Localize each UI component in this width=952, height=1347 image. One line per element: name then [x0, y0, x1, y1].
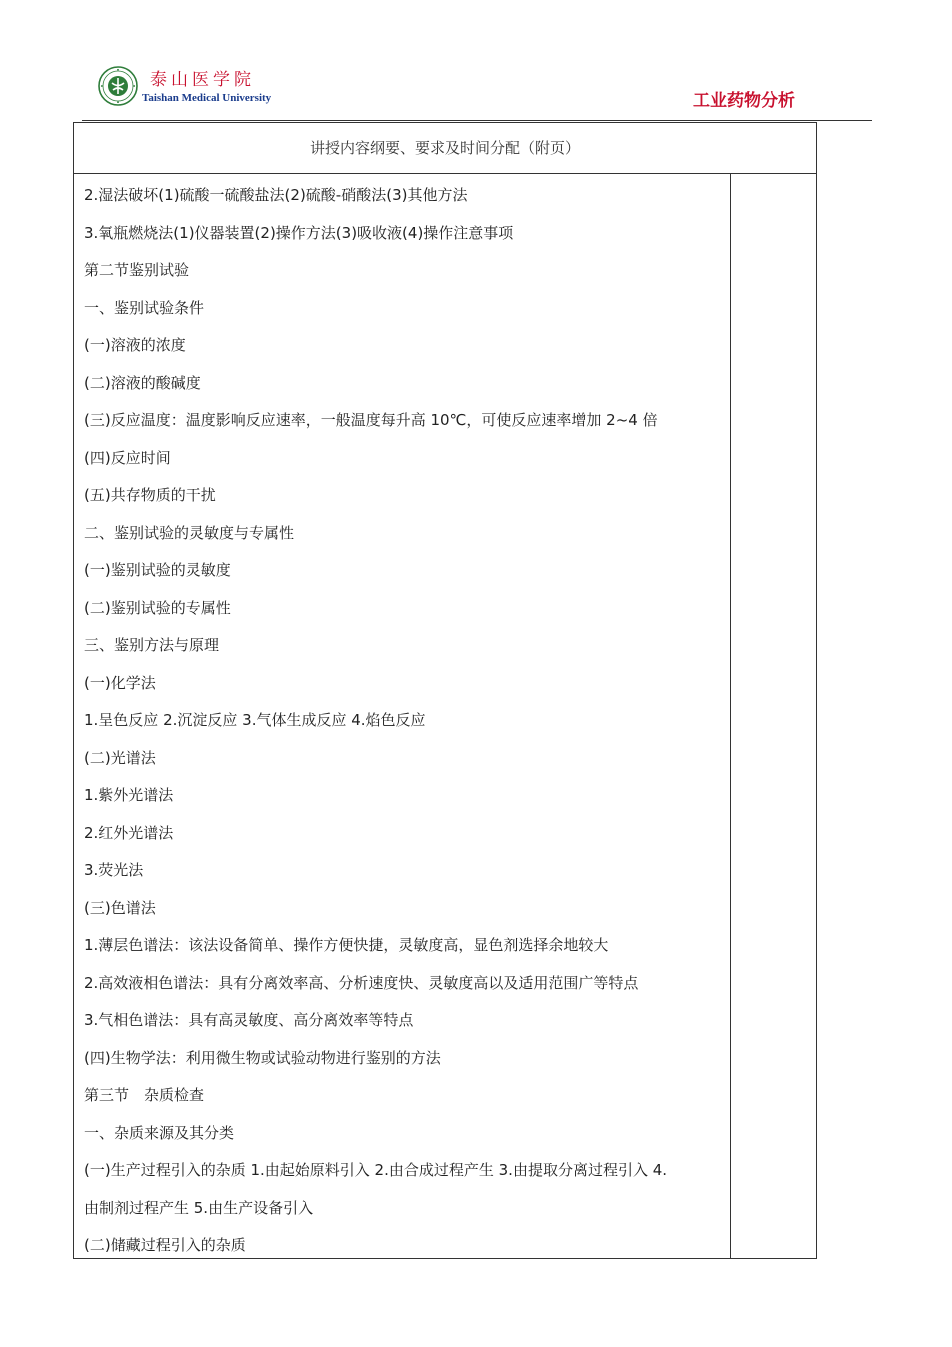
lecture-outline-table — [73, 122, 817, 1259]
outline-line: 1.呈色反应 2.沉淀反应 3.气体生成反应 4.焰色反应 — [84, 711, 426, 729]
university-name-cn: 泰山医学院 — [150, 70, 255, 90]
outline-line: 第三节 杂质检查 — [84, 1086, 205, 1104]
outline-line: 由制剂过程产生 5.由生产设备引入 — [84, 1198, 314, 1217]
outline-line: (四)反应时间 — [84, 448, 171, 467]
time-allocation-cell — [731, 174, 816, 1258]
outline-line: 第二节鉴别试验 — [84, 261, 190, 279]
page-header — [0, 0, 952, 122]
outline-line: 3.气相色谱法：具有高灵敏度、高分离效率等特点 — [84, 1011, 414, 1029]
outline-line: 一、鉴别试验条件 — [84, 298, 205, 317]
outline-line: 1.紫外光谱法 — [84, 786, 174, 804]
outline-line: (三)反应温度：温度影响反应速率，一般温度每升高 10℃，可使反应速率增加 2~4 倍 — [84, 411, 658, 429]
outline-line: 1.薄层色谱法：该法设备简单、操作方便快捷，灵敏度高，显色剂选择余地较大 — [84, 936, 609, 954]
header-divider — [82, 120, 872, 121]
outline-line: 2.湿法破坏(1)硫酸一硫酸盐法(2)硫酸-硝酸法(3)其他方法 — [84, 186, 468, 204]
outline-line: 一、杂质来源及其分类 — [84, 1123, 235, 1142]
outline-line: (二)光谱法 — [84, 748, 156, 767]
outline-line: (二)鉴别试验的专属性 — [84, 598, 231, 617]
outline-line: 三、鉴别方法与原理 — [84, 636, 220, 654]
outline-line: (三)色谱法 — [84, 898, 156, 917]
table-heading: 讲授内容纲要、要求及时间分配（附页） — [74, 123, 816, 174]
outline-line: (一)溶液的浓度 — [84, 336, 186, 354]
outline-content-cell — [74, 174, 731, 1258]
outline-line: 2.高效液相色谱法：具有分离效率高、分析速度快、灵敏度高以及适用范围广等特点 — [84, 973, 639, 992]
course-title: 工业药物分析 — [693, 91, 795, 111]
university-name-en: Taishan Medical University — [142, 92, 272, 104]
university-seal-logo — [98, 66, 138, 106]
outline-line: (四)生物学法：利用微生物或试验动物进行鉴别的方法 — [84, 1048, 441, 1067]
outline-line: 2.红外光谱法 — [84, 823, 174, 842]
outline-line: 二、鉴别试验的灵敏度与专属性 — [84, 523, 295, 542]
outline-line: (二)溶液的酸碱度 — [84, 373, 201, 392]
outline-line: (五)共存物质的干扰 — [84, 486, 216, 504]
outline-line: (一)鉴别试验的灵敏度 — [84, 561, 231, 579]
outline-line: (一)化学法 — [84, 673, 156, 692]
outline-line: 3.荧光法 — [84, 861, 144, 879]
outline-line: (一)生产过程引入的杂质 1.由起始原料引入 2.由合成过程产生 3.由提取分离过程引入 4. — [84, 1161, 668, 1179]
outline-line: (二)储藏过程引入的杂质 — [84, 1236, 246, 1254]
outline-line: 3.氧瓶燃烧法(1)仪器装置(2)操作方法(3)吸收液(4)操作注意事项 — [84, 223, 514, 242]
